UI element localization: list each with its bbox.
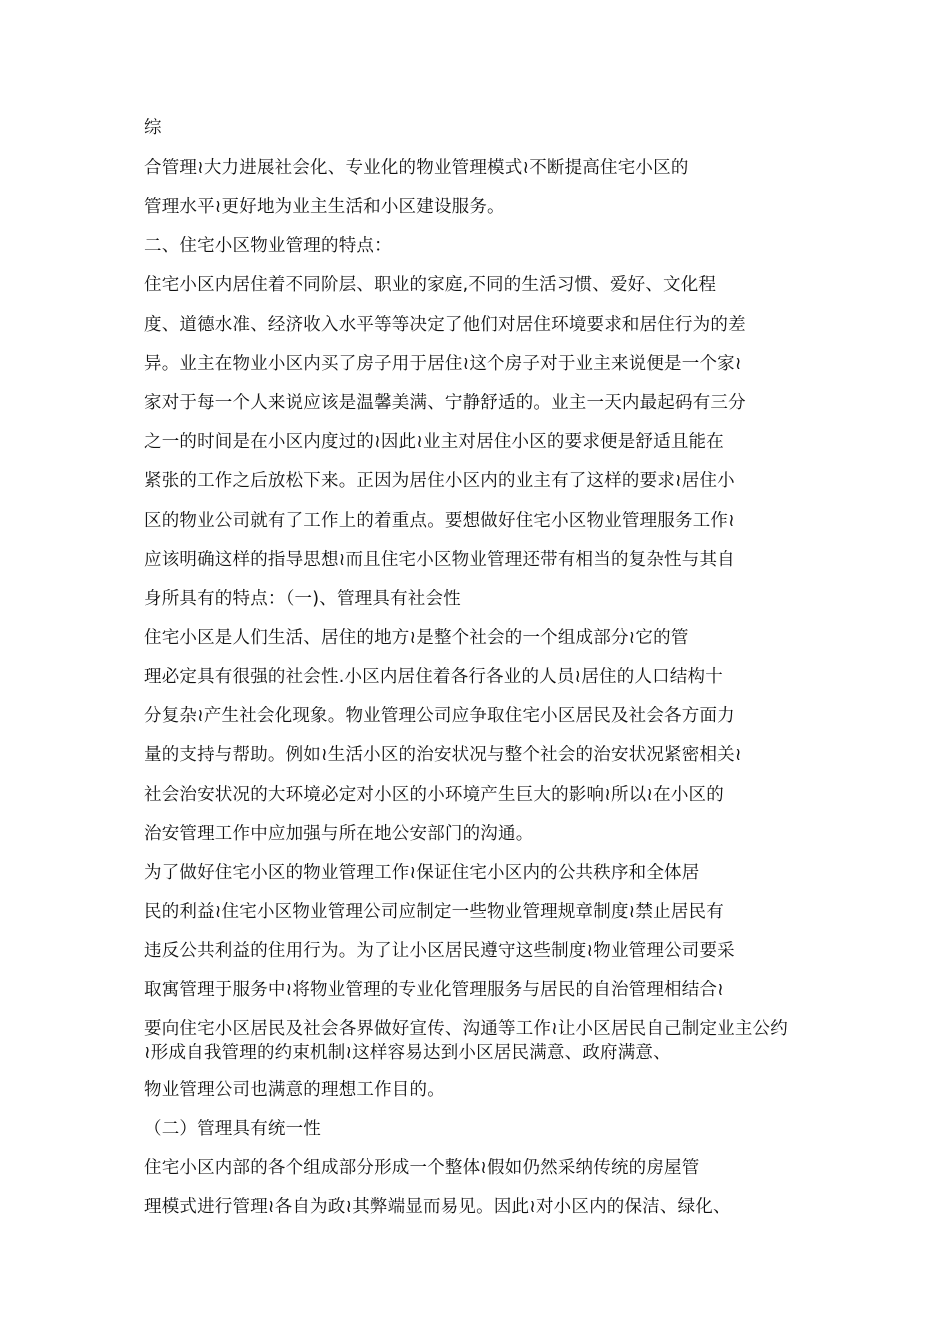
text-line: 管理水平≀更好地为业主生活和小区建设服务。 (144, 197, 505, 217)
text-line: 应该明确这样的指导思想≀而且住宅小区物业管理还带有相当的复杂性与其自 (144, 550, 735, 570)
text-line: 民的利益≀住宅小区物业管理公司应制定一些物业管理规章制度≀禁止居民有 (144, 902, 724, 922)
text-line: 理必定具有很强的社会性.小区内居住着各行各业的人员≀居住的人口结构十 (144, 667, 723, 687)
text-line: 取寓管理于服务中≀将物业管理的专业化管理服务与居民的自治管理相结合≀ (144, 980, 724, 1000)
text-line: 住宅小区内部的各个组成部分形成一个整体≀假如仍然采纳传统的房屋管 (144, 1158, 700, 1178)
text-line: 物业管理公司也满意的理想工作目的。 (144, 1080, 445, 1100)
text-line: 区的物业公司就有了工作上的着重点。要想做好住宅小区物业管理服务工作≀ (144, 511, 735, 531)
text-line: 住宅小区是人们生活、居住的地方≀是整个社会的一个组成部分≀它的管 (144, 628, 689, 648)
text-line: 治安管理工作中应加强与所在地公安部门的沟通。 (144, 824, 534, 844)
text-line: 社会治安状况的大环境必定对小区的小环境产生巨大的影响≀所以≀在小区的 (144, 785, 724, 805)
text-line: 合管理≀大力进展社会化、专业化的物业管理模式≀不断提高住宅小区的 (144, 158, 689, 178)
text-line: 综 (144, 118, 162, 138)
section-heading: （二）管理具有统一性 (144, 1119, 321, 1139)
text-line: 为了做好住宅小区的物业管理工作≀保证住宅小区内的公共秩序和全体居 (144, 863, 700, 883)
text-line: 量的支持与帮助。例如≀生活小区的治安状况与整个社会的治安状况紧密相关≀ (144, 745, 742, 765)
text-line: 分复杂≀产生社会化现象。物业管理公司应争取住宅小区居民及社会各方面力 (144, 706, 735, 726)
section-heading: 二、住宅小区物业管理的特点： (144, 236, 392, 256)
text-line: 之一的时间是在小区内度过的≀因此≀业主对居住小区的要求便是舒适且能在 (144, 432, 724, 452)
text-line: 紧张的工作之后放松下来。正因为居住小区内的业主有了这样的要求≀居住小 (144, 471, 735, 491)
text-line: 住宅小区内居住着不同阶层、职业的家庭,不同的生活习惯、爱好、文化程 (144, 275, 717, 295)
text-line: 度、道德水准、经济收入水平等等决定了他们对居住环境要求和居住行为的差 (144, 315, 746, 335)
text-line: 家对于每一个人来说应该是温馨美满、宁静舒适的。业主一天内最起码有三分 (144, 393, 746, 413)
text-line: 身所具有的特点：（一)、管理具有社会性 (144, 589, 461, 609)
text-line: 要向住宅小区居民及社会各界做好宣传、沟通等工作≀让小区居民自己制定业主公约 (144, 1019, 788, 1039)
text-line: 异。业主在物业小区内买了房子用于居住≀这个房子对于业主来说便是一个家≀ (144, 354, 742, 374)
text-line: 违反公共利益的住用行为。为了让小区居民遵守这些制度≀物业管理公司要采 (144, 941, 735, 961)
text-line: ≀形成自我管理的约束机制≀这样容易达到小区居民满意、政府满意、 (144, 1043, 671, 1063)
text-line: 理模式进行管理≀各自为政≀其弊端显而易见。因此≀对小区内的保洁、绿化、 (144, 1197, 731, 1217)
